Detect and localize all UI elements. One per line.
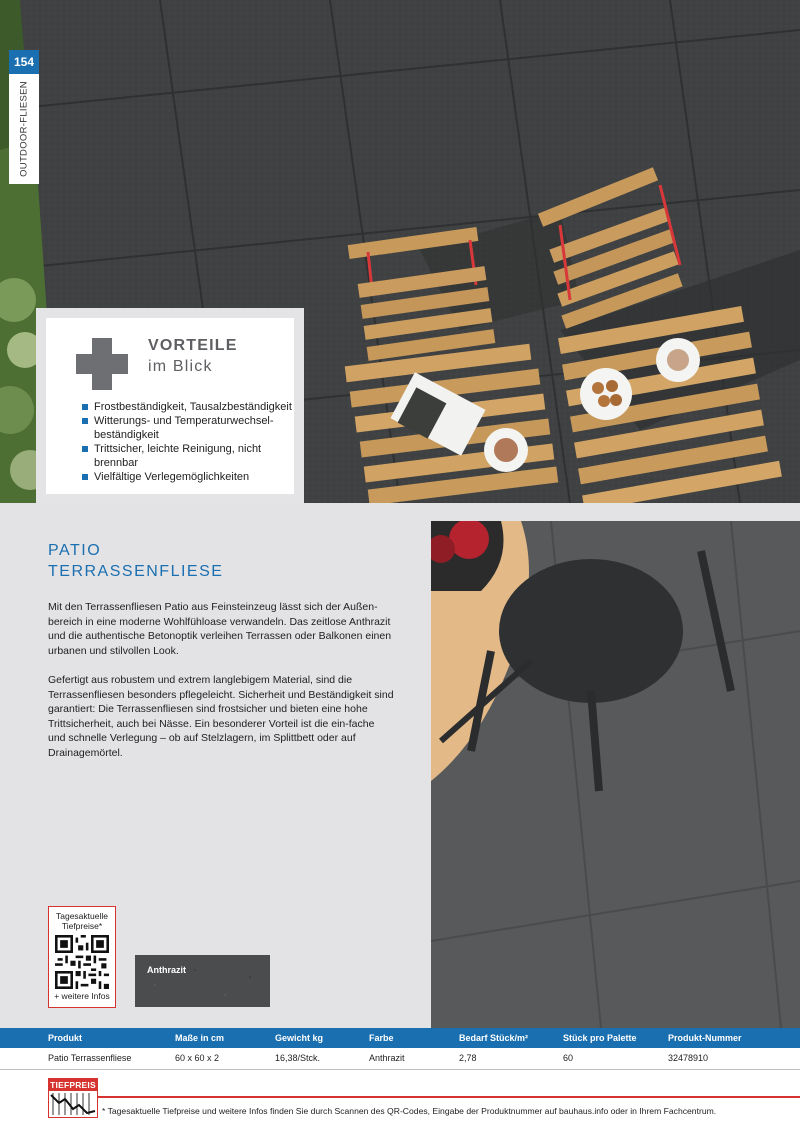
footer-divider — [48, 1096, 800, 1098]
qr-box[interactable] — [48, 906, 116, 1008]
description-paragraph: Gefertigt aus robustem und extrem langlebigem Material, sind die Terrassenfliesen besonders pflegeleicht. Sicherheit und Beständigkeit sind garantiert: Die Terrassenfliesen sind frostsicher und bieten eine hohe Trittsicherheit, auch bei Nässe. Ein besonderer Vorteil ist die ein-fache und schnelle Verlegung – ob auf Stelzlagern, im Splittbett oder auf Drainagemörtel. — [48, 673, 394, 759]
benefit-item: Vielfältige Verlegemöglichkeiten — [82, 470, 302, 484]
qr-top-line2: Tiefpreise* — [61, 921, 103, 931]
benefit-item: Trittsicher, leichte Reinigung, nicht brennbar — [82, 442, 302, 470]
cell-gewicht: 16,38/Stck. — [275, 1053, 321, 1063]
cell-bedarf: 2,78 — [459, 1053, 477, 1063]
benefit-item: Witterungs- und Temperaturwechsel-beständigkeit — [82, 414, 302, 442]
benefits-title: VORTEILE — [148, 337, 238, 354]
header-farbe: Farbe — [369, 1033, 394, 1043]
header-palette: Stück pro Palette — [563, 1033, 637, 1043]
table-header — [0, 1028, 800, 1048]
product-description — [48, 600, 394, 775]
tiefpreis-label: TIEFPREIS — [50, 1080, 96, 1090]
qr-top-line1: Tagesaktuelle — [56, 911, 108, 921]
benefits-list — [82, 400, 302, 484]
qr-top-text — [49, 911, 115, 931]
header-gewicht: Gewicht kg — [275, 1033, 324, 1043]
cell-masse: 60 x 60 x 2 — [175, 1053, 220, 1063]
page-tab — [9, 50, 39, 184]
table-row — [0, 1048, 800, 1070]
swatch-label: Anthrazit — [147, 965, 186, 975]
product-title-line2: TERRASSENFLIESE — [48, 563, 224, 580]
benefits-subtitle: im Blick — [148, 358, 213, 375]
plus-icon — [76, 338, 128, 390]
page-number: 154 — [9, 50, 39, 74]
qr-bottom-text: + weitere Infos — [54, 991, 110, 1001]
header-bedarf: Bedarf Stück/m² — [459, 1033, 529, 1043]
lifestyle-photo — [431, 521, 800, 1028]
description-paragraph: Mit den Terrassenfliesen Patio aus Feinsteinzeug lässt sich der Außen-bereich in eine moderne Wohlfühloase verwandeln. Das zeitlose Anthrazit und die authentische Betonoptik verleihen Terrassen oder Balkonen einen urbanen und stilvollen Look. — [48, 601, 392, 657]
chair-table-illustration — [431, 521, 800, 1028]
qr-code-icon[interactable] — [55, 935, 109, 989]
section-label — [9, 74, 39, 184]
footnote: * Tagesaktuelle Tiefpreise und weitere Infos finden Sie durch Scannen des QR-Codes, Eingabe der Produktnummer auf bauhaus.info oder in Ihrem Fachcentrum. — [102, 1106, 717, 1116]
header-produktnummer: Produkt-Nummer — [668, 1033, 742, 1043]
color-swatch — [135, 955, 270, 1007]
benefit-item: Frostbeständigkeit, Tausalzbeständigkeit — [82, 400, 302, 414]
section-label-text: OUTDOOR-FLIESEN — [18, 81, 30, 177]
benefits-inner — [46, 318, 294, 494]
cell-farbe: Anthrazit — [369, 1053, 405, 1063]
swatch-texture — [135, 955, 270, 1007]
tiefpreis-badge — [48, 1078, 98, 1118]
price-drop-icon — [49, 1091, 97, 1117]
product-title — [48, 540, 223, 582]
benefits-box — [36, 308, 304, 504]
header-produkt: Produkt — [48, 1033, 83, 1043]
cell-produktnummer: 32478910 — [668, 1053, 709, 1063]
cell-palette: 60 — [563, 1053, 574, 1063]
product-title-line1: PATIO — [48, 542, 102, 559]
cell-produkt: Patio Terrassenfliese — [48, 1053, 132, 1063]
header-masse: Maße in cm — [175, 1033, 225, 1043]
